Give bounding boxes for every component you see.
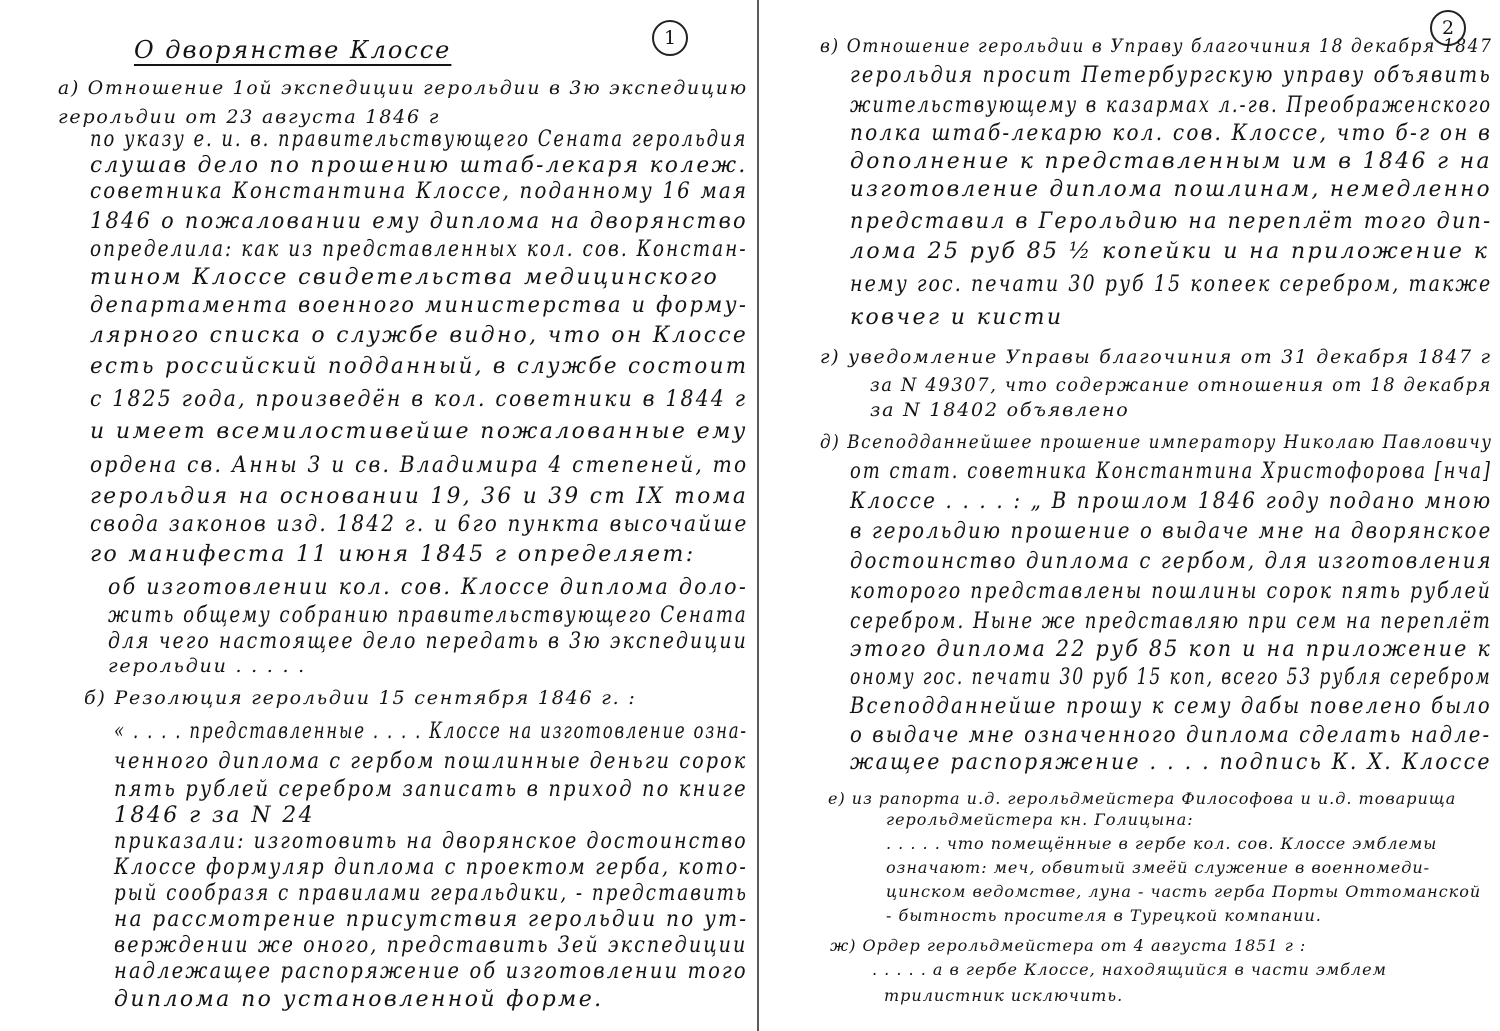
text-line: лома 25 руб 85 ½ копейки и на приложение к — [850, 239, 1490, 264]
text-line: Всеподданнейше прошу к сему дабы повелено было — [850, 694, 1492, 719]
text-line: которого представлены пошлины сорок пять рублей — [850, 579, 1492, 604]
text-line: д) Всеподданнейшее прошение императору Николаю Павловичу — [820, 431, 1493, 453]
text-line: дополнение к представленным им в 1846 г на — [850, 149, 1492, 174]
text-line: о выдаче мне означенного диплома сделать надле- — [850, 723, 1492, 748]
document-title: О дворянстве Клоссе — [134, 36, 452, 64]
text-line: серебром. Ныне же представляю при сем на переплёт — [850, 609, 1492, 634]
text-line: по указу е. и. в. правительствующего Сената герольдия — [90, 127, 748, 152]
text-line: жительствующему в казармах л.-гв. Преображенского — [850, 93, 1493, 118]
text-line: от стат. советника Константина Христофорова [нча] — [850, 459, 1493, 484]
text-line: 1846 о пожаловании ему диплома на дворянство — [90, 209, 748, 234]
text-line: департамента военного министерства и форму- — [90, 293, 749, 318]
text-line: в герольдию прошение о выдаче мне на дворянское — [850, 519, 1493, 544]
text-line: герольдии . . . . . — [108, 655, 307, 677]
right-page — [760, 0, 1500, 1031]
text-line: лярного списка о службе видно, что он Клоссе — [90, 323, 749, 348]
text-line: оному гос. печати 30 руб 15 коп, всего 53 рубля серебром — [850, 665, 1492, 690]
text-line: « . . . . представленные . . . . Клоссе на изготовление озна- — [114, 719, 748, 744]
text-line: за N 49307, что содержание отношения от 18 декабря — [870, 374, 1493, 396]
text-line: б) Резолюция герольдии 15 сентября 1846 г. : — [84, 687, 637, 709]
text-line: за N 18402 объявлено — [870, 399, 1130, 421]
text-line: го манифеста 11 июня 1845 г определяет: — [90, 542, 696, 567]
text-line: - бытность просителя в Турецкой компании. — [886, 906, 1322, 925]
text-line: и имеет всемилостивейше пожалованные ему — [90, 419, 748, 444]
text-line: пять рублей серебром записать в приход по книге — [114, 777, 748, 802]
text-line: герольдия просит Петербургскую управу объявить — [850, 63, 1492, 88]
text-line: полка штаб-лекарю кол. сов. Клоссе, что б-г он в — [850, 121, 1493, 146]
text-line: в) Отношение герольдии в Управу благочиния 18 декабря 1847 — [820, 35, 1493, 57]
text-line: для чего настоящее дело передать в 3ю экспедиции — [108, 629, 748, 654]
text-line: ковчег и кисти — [850, 305, 1064, 330]
text-line: слушав дело по прошению штаб-лекаря колеж. — [90, 153, 748, 178]
text-line: с 1825 года, произведён в кол. советники в 1844 г — [90, 387, 748, 412]
text-line: жащее распоряжение . . . . подпись К. Х. Клоссе — [850, 750, 1492, 775]
text-line: приказали: изготовить на дворянское достоинство — [114, 829, 748, 854]
text-line: надлежащее распоряжение об изготовлении того — [114, 959, 748, 984]
text-line: ж) Ордер герольдмейстера от 4 августа 1851 г : — [830, 936, 1307, 955]
text-line: е) из рапорта и.д. герольдмейстера Философова и и.д. товарища — [828, 789, 1457, 808]
text-line: а) Отношение 1ой экспедиции герольдии в 3ю экспедицию — [58, 77, 748, 99]
text-line: . . . . . что помещённые в гербе кол. сов. Клоссе эмблемы — [886, 834, 1438, 853]
text-line: означают: меч, обвитый змеёй служение в военномеди- — [886, 858, 1431, 877]
text-line: Клоссе . . . . : „ В прошлом 1846 году подано мною — [850, 489, 1493, 514]
page-number: 2 — [1430, 10, 1466, 46]
text-line: представил в Герольдию на переплёт того дип- — [850, 209, 1493, 234]
text-line: нему гос. печати 30 руб 15 копеек серебром, также — [850, 272, 1493, 297]
text-line: цинском ведомстве, луна - часть герба Порты Оттоманской — [886, 882, 1482, 901]
text-line: диплома по установленной форме. — [114, 987, 604, 1012]
text-line: герольдмейстера кн. Голицына: — [886, 810, 1194, 829]
text-line: ордена св. Анны 3 и св. Владимира 4 степеней, то — [90, 453, 749, 478]
page-divider — [757, 0, 759, 1031]
text-line: тином Клоссе свидетельства медицинского — [90, 265, 720, 290]
text-line: г) уведомление Управы благочиния от 31 декабря 1847 г — [820, 346, 1492, 368]
text-line: этого диплома 22 руб 85 коп и на приложение к — [850, 637, 1493, 662]
text-line: . . . . . а в гербе Клоссе, находящийся в части эмблем — [872, 960, 1387, 979]
text-line: трилистник исключить. — [884, 986, 1124, 1005]
text-line: Клоссе формуляр диплома с проектом герба, кото- — [114, 855, 748, 880]
text-line: 1846 г за N 24 — [114, 803, 316, 828]
text-line: ченного диплома с гербом пошлинные деньги сорок — [114, 749, 748, 774]
text-line: жить общему собранию правительствующего Сената — [108, 603, 748, 628]
text-line: рый сообразя с правилами геральдики, - представить — [114, 881, 748, 906]
text-line: изготовление диплома пошлинам, немедленно — [850, 177, 1492, 202]
text-line: советника Константина Клоссе, поданному 16 мая — [90, 179, 749, 204]
text-line: есть российский подданный, в службе состоит — [90, 354, 749, 379]
text-line: об изготовлении кол. сов. Клоссе диплома доло- — [108, 575, 749, 600]
text-line: герольдия на основании 19, 36 и 39 ст IX тома — [90, 484, 749, 509]
text-line: на рассмотрение присутствия герольдии по ут- — [114, 907, 749, 932]
page-number: 1 — [652, 20, 688, 56]
text-line: определила: как из представленных кол. сов. Констан- — [90, 237, 748, 262]
text-line: верждении же оного, представить 3ей экспедиции — [114, 933, 748, 958]
text-line: свода законов изд. 1842 г. и 6го пункта высочайше — [90, 512, 749, 537]
text-line: герольдии от 23 августа 1846 г — [58, 106, 441, 128]
text-line: достоинство диплома с гербом, для изготовления — [850, 549, 1493, 574]
